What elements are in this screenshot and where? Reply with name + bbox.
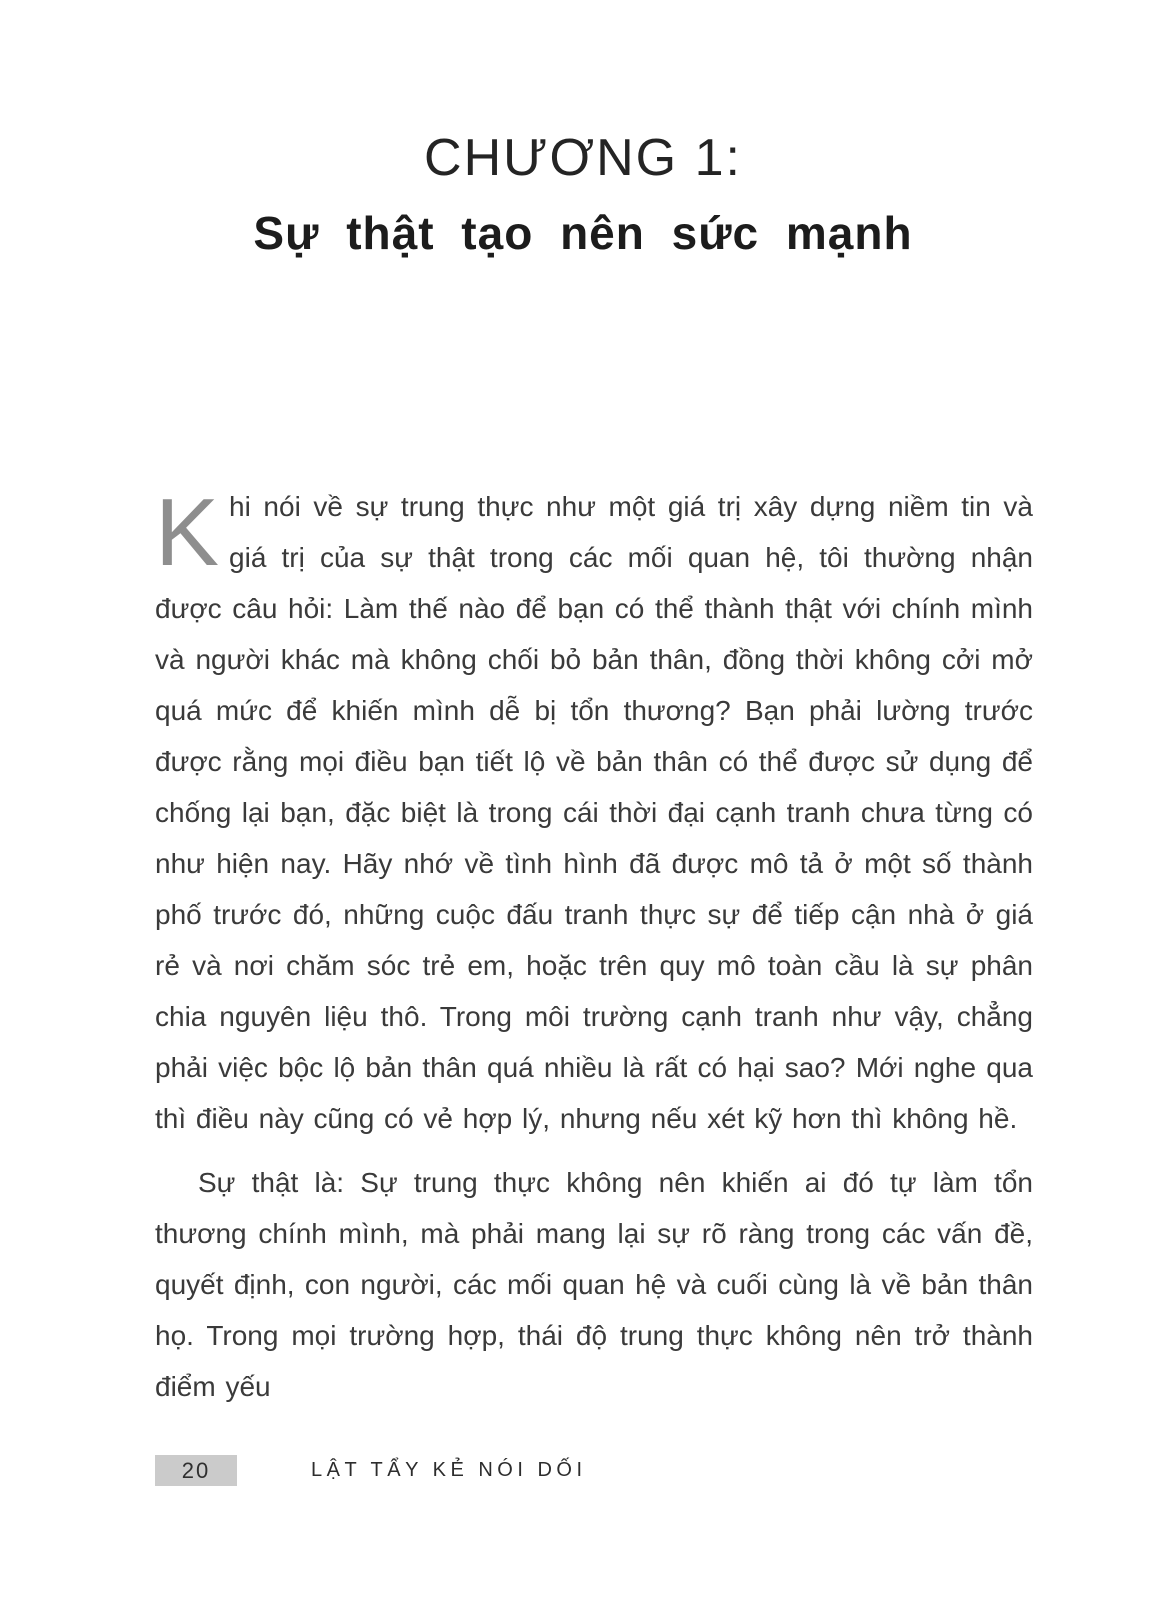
page-number: 20 xyxy=(181,1457,211,1483)
body-paragraph-1 xyxy=(155,481,1033,1144)
chapter-label: CHƯƠNG 1: xyxy=(424,129,742,187)
dropcap-letter: K xyxy=(155,479,220,586)
body-text-block xyxy=(155,481,1033,1412)
page-number-box xyxy=(155,1455,237,1486)
body-paragraph-2: Sự thật là: Sự trung thực không nên khiến ai đó tự làm tổn thương chính mình, mà phải mang lại sự rõ ràng trong các vấn đề, quyết định, con người, các mối quan hệ và cuối cùng là về bản thân họ. Trong mọi trường hợp, thái độ trung thực không nên trở thành điểm yếu xyxy=(155,1167,1033,1402)
chapter-title: Sự thật tạo nên sức mạnh xyxy=(253,207,913,259)
page-footer xyxy=(155,1455,1033,1486)
running-book-title: LẬT TẨY KẺ NÓI DỐI xyxy=(311,1459,587,1481)
paragraph-1-text: hi nói về sự trung thực như một giá trị xây dựng niềm tin và giá trị của sự thật trong các mối quan hệ, tôi thường nhận được câu hỏi: Làm thế nào để bạn có thể thành thật với chính mình và người khác mà không chối bỏ bản thân, đồng thời không cởi mở quá mức để khiến mình dễ bị tổn thương? Bạn phải lường trước được rằng mọi điều bạn tiết lộ về bản thân có thể được sử dụng để chống lại bạn, đặc biệt là trong cái thời đại cạnh tranh chưa từng có như hiện nay. Hãy nhớ về tình hình đã được mô tả ở một số thành phố trước đó, những cuộc đấu tranh thực sự để tiếp cận nhà ở giá rẻ và nơi chăm sóc trẻ em, hoặc trên quy mô toàn cầu là sự phân chia nguyên liệu thô. Trong môi trường cạnh tranh như vậy, chẳng phải việc bộc lộ bản thân quá nhiều là rất có hại sao? Mới nghe qua thì điều này cũng có vẻ hợp lý, nhưng nếu xét kỹ hơn thì không hề. xyxy=(155,491,1033,1134)
